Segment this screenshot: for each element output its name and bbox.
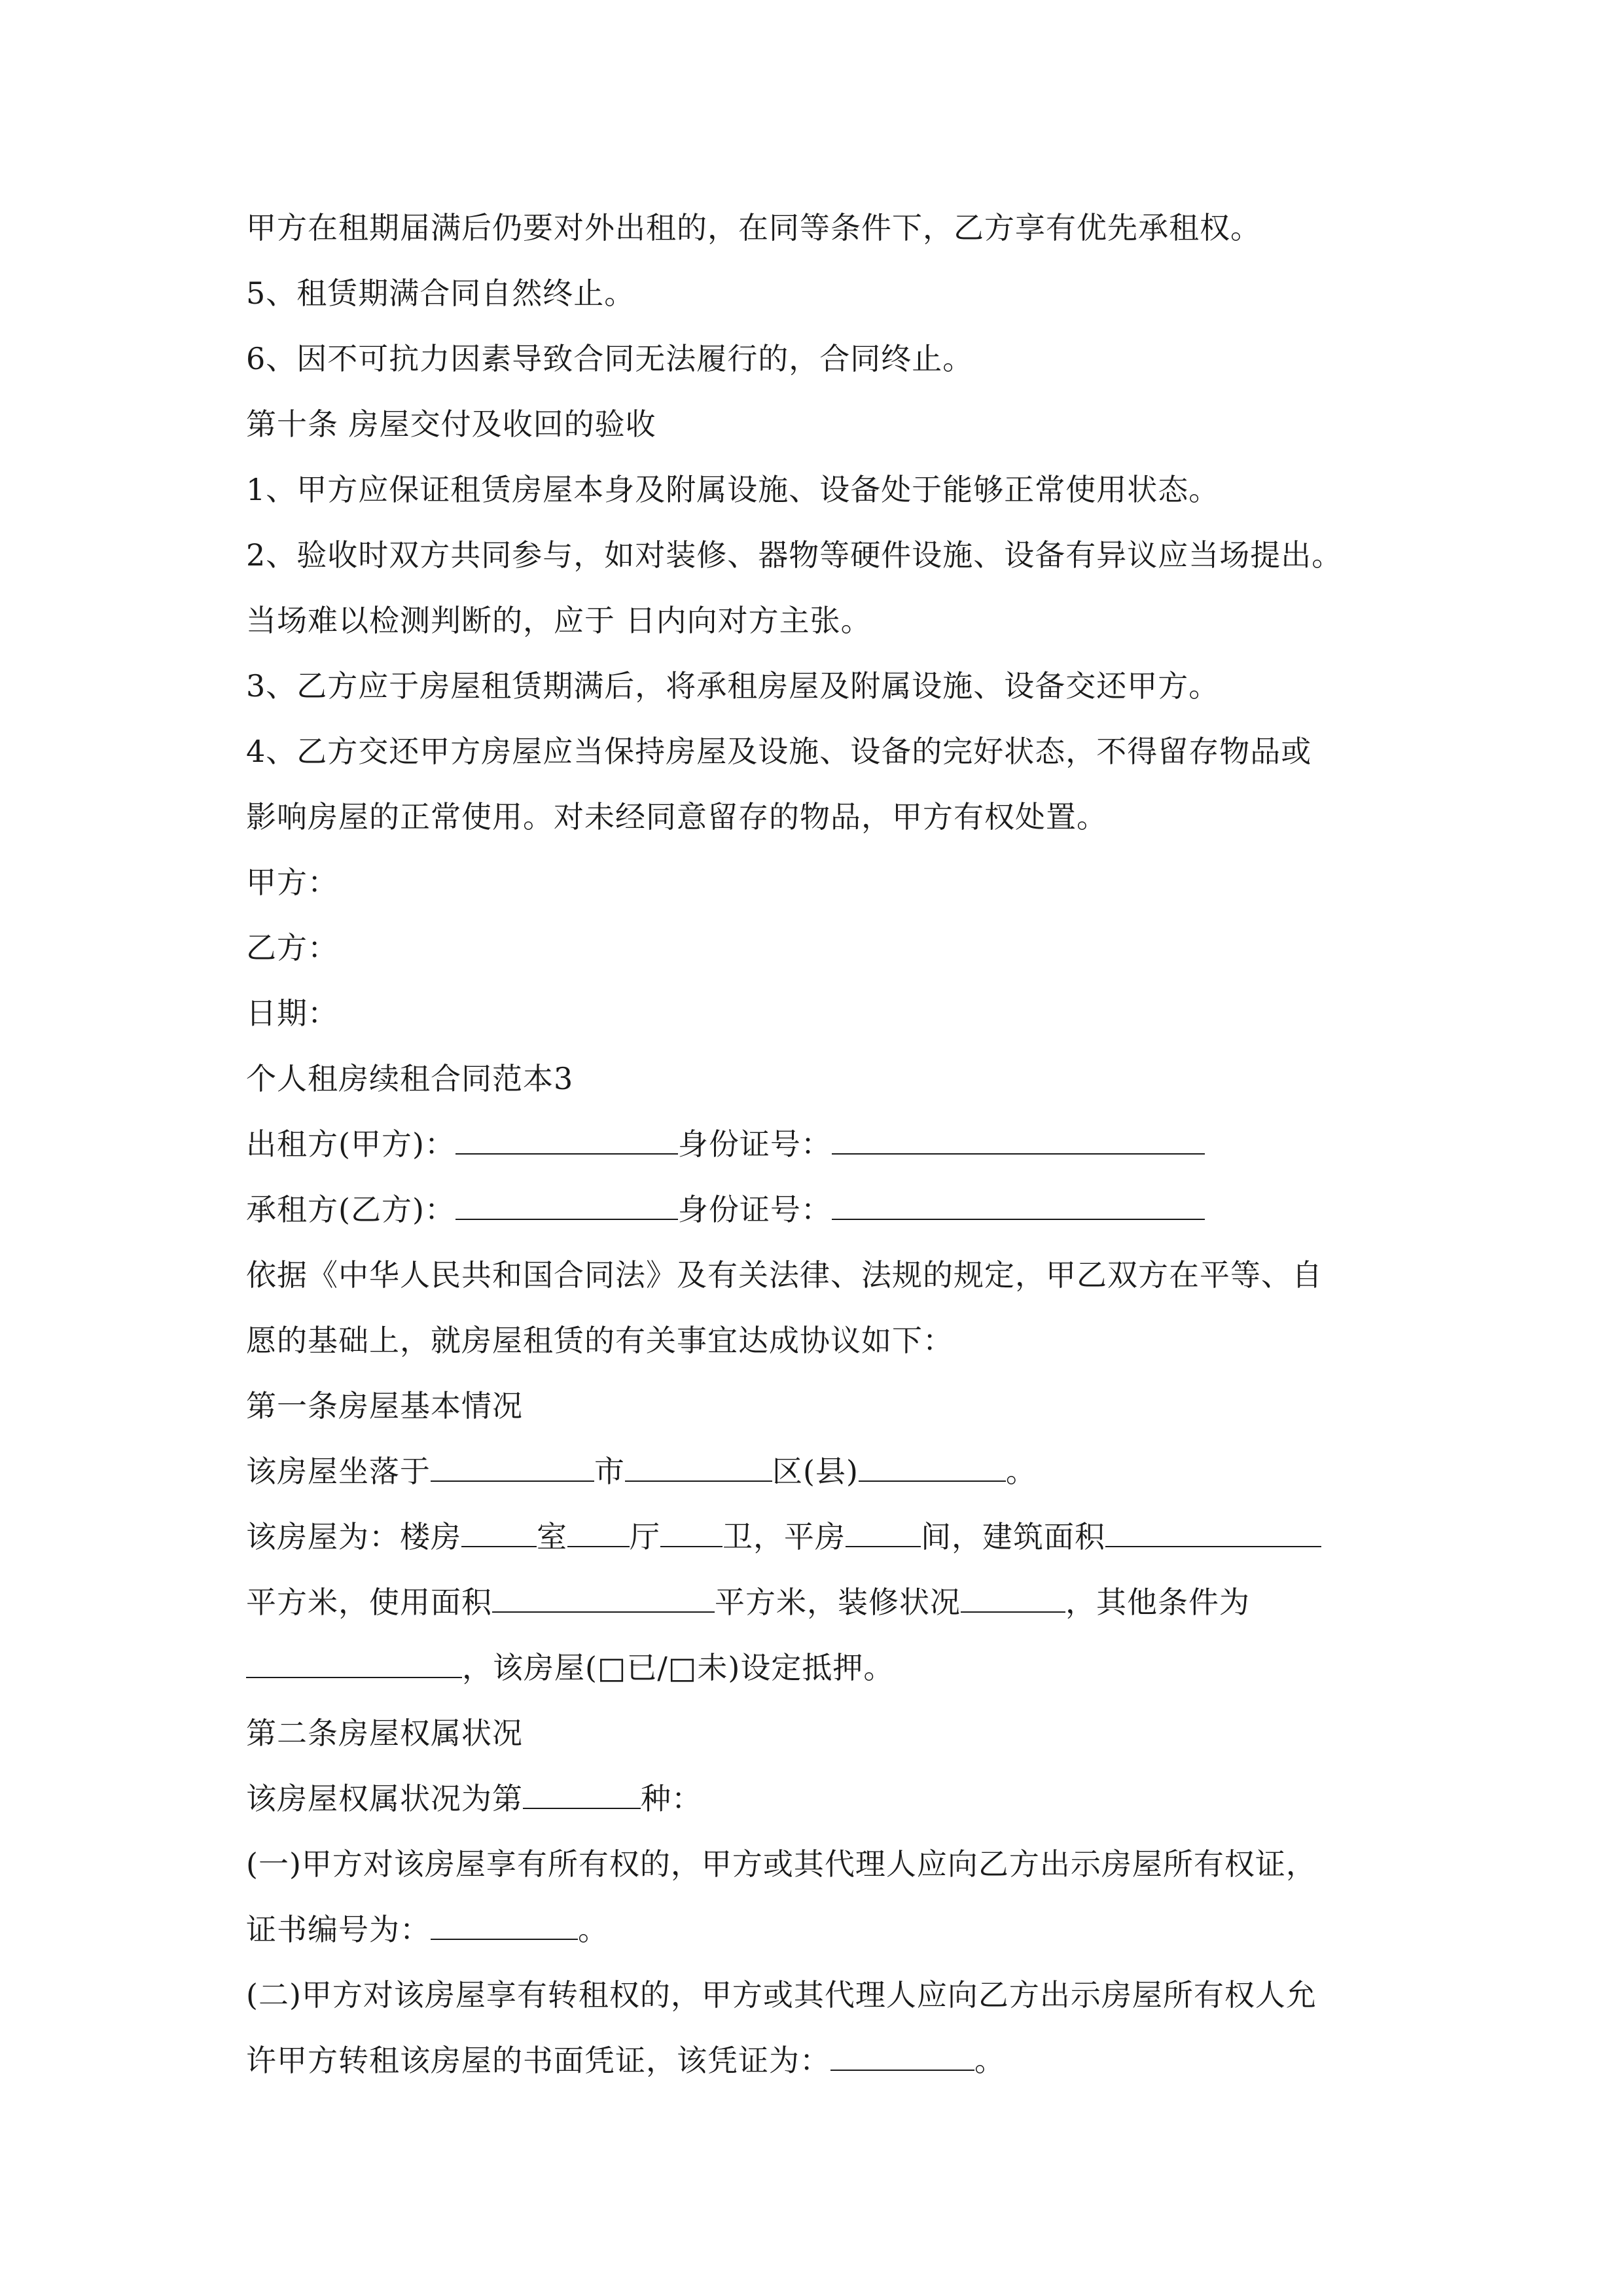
usable-area-blank[interactable] (492, 1583, 715, 1613)
id-number-label: 身份证号： (677, 1192, 832, 1227)
location-line (246, 1452, 1037, 1491)
ownership-type-line (246, 1779, 702, 1818)
text-line: 影响房屋的正常使用。对未经同意留存的物品，甲方有权处置。 (246, 799, 1107, 834)
date-label: 日期： (246, 996, 338, 1031)
text-line: 愿的基础上，就房屋租赁的有关事宜达成协议如下： (246, 1323, 954, 1358)
text-segment: 平方米，使用面积 (246, 1585, 492, 1620)
lessor-id-blank[interactable] (832, 1124, 1205, 1155)
halls-blank[interactable] (567, 1517, 630, 1547)
text-segment: 许甲方转租该房屋的书面凭证，该凭证为： (246, 2043, 830, 2078)
baths-blank[interactable] (660, 1517, 722, 1547)
signature-label-party-a: 甲方： (246, 865, 338, 900)
city-blank[interactable] (431, 1452, 594, 1482)
certificate-number-blank[interactable] (431, 1910, 578, 1940)
text-line: 4、乙方交还甲方房屋应当保持房屋及设施、设备的完好状态，不得留存物品或 (246, 734, 1312, 769)
contract-title: 个人租房续租合同范本3 (246, 1061, 574, 1096)
text-segment: ，该房屋(□已/□未)设定抵押。 (462, 1650, 895, 1685)
text-segment: 卫，平房 (722, 1519, 846, 1554)
lessee-name-blank[interactable] (455, 1190, 678, 1220)
district-blank[interactable] (625, 1452, 772, 1482)
sublease-proof-blank[interactable] (830, 2041, 974, 2071)
county-blank[interactable] (859, 1452, 1006, 1482)
text-line: 当场难以检测判断的，应于 日内向对方主张。 (246, 603, 872, 638)
text-segment: 该房屋为：楼房 (246, 1519, 461, 1554)
section-heading: 第二条房屋权属状况 (246, 1715, 523, 1751)
text-segment: 区(县) (772, 1454, 859, 1489)
text-line: (一)甲方对该房屋享有所有权的，甲方或其代理人应向乙方出示房屋所有权证， (246, 1846, 1317, 1882)
floor-area-blank[interactable] (1105, 1517, 1321, 1547)
certificate-line (246, 1910, 609, 1949)
text-segment: 。 (974, 2043, 1005, 2078)
text-segment: 。 (578, 1912, 609, 1947)
rooms-blank[interactable] (461, 1517, 537, 1547)
lessor-name-blank[interactable] (455, 1124, 678, 1155)
signature-label-party-b: 乙方： (246, 930, 338, 965)
text-segment: 厅 (630, 1519, 660, 1554)
lessor-line (246, 1124, 1205, 1164)
lessor-label: 出租方(甲方)： (246, 1126, 455, 1162)
lessee-label: 承租方(乙方)： (246, 1192, 455, 1227)
text-segment: 平方米，装修状况 (715, 1585, 961, 1620)
text-segment: 。 (1005, 1454, 1037, 1489)
text-segment: 市 (594, 1454, 625, 1489)
ownership-type-blank[interactable] (523, 1779, 641, 1809)
text-line: 6、因不可抗力因素导致合同无法履行的，合同终止。 (246, 341, 974, 376)
text-line: 甲方在租期届满后仍要对外出租的，在同等条件下，乙方享有优先承租权。 (246, 210, 1261, 245)
bungalow-rooms-blank[interactable] (846, 1517, 921, 1547)
text-segment: 间，建筑面积 (921, 1519, 1105, 1554)
text-segment: 室 (537, 1519, 567, 1554)
lessee-line (246, 1190, 1205, 1229)
text-segment: ，其他条件为 (1065, 1585, 1250, 1620)
text-line: (二)甲方对该房屋享有转租权的，甲方或其代理人应向乙方出示房屋所有权人允 (246, 1977, 1317, 2013)
text-segment: 该房屋坐落于 (246, 1454, 431, 1489)
text-segment: 种： (641, 1781, 702, 1816)
text-segment: 证书编号为： (246, 1912, 431, 1947)
lessee-id-blank[interactable] (832, 1190, 1205, 1220)
text-line: 2、验收时双方共同参与，如对装修、器物等硬件设施、设备有异议应当场提出。 (246, 537, 1343, 573)
id-number-label: 身份证号： (677, 1126, 832, 1162)
section-heading: 第十条 房屋交付及收回的验收 (246, 406, 656, 442)
text-line: 1、甲方应保证租赁房屋本身及附属设施、设备处于能够正常使用状态。 (246, 472, 1220, 507)
other-conditions-blank[interactable] (246, 1648, 462, 1678)
section-heading: 第一条房屋基本情况 (246, 1388, 523, 1424)
area-line (246, 1583, 1250, 1622)
sublease-proof-line (246, 2041, 1005, 2080)
text-line: 3、乙方应于房屋租赁期满后，将承租房屋及附属设施、设备交还甲方。 (246, 668, 1220, 704)
house-type-line (246, 1517, 1321, 1556)
text-line: 5、租赁期满合同自然终止。 (246, 276, 635, 311)
text-segment: 该房屋权属状况为第 (246, 1781, 523, 1816)
mortgage-line (246, 1648, 894, 1687)
decoration-blank[interactable] (961, 1583, 1065, 1613)
text-line: 依据《中华人民共和国合同法》及有关法律、法规的规定，甲乙双方在平等、自 (246, 1257, 1323, 1293)
